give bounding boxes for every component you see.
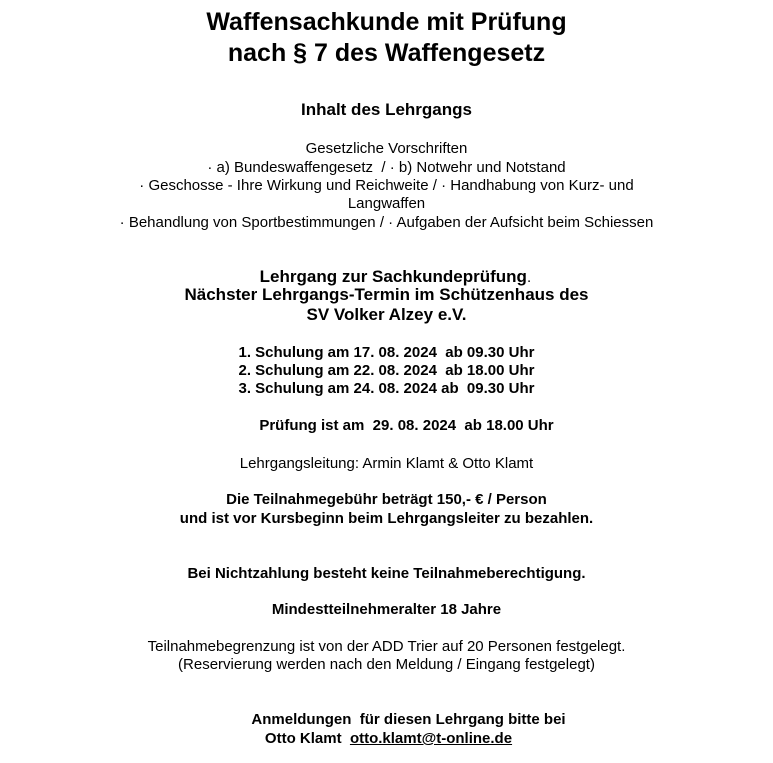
course-venue-line-1: Nächster Lehrgangs-Termin im Schützenhaus des [184,285,589,304]
fee-line-1: Die Teilnahmegebühr beträgt 150,- € / Person [226,491,547,508]
course-leaders: Lehrgangsleitung: Armin Klamt & Otto Klamt [239,455,534,472]
registration-line-1: Anmeldungen für diesen Lehrgang bitte bei [251,711,566,728]
limit-line-2: (Reservierung werden nach den Meldung / Eingang festgelegt) [178,656,595,673]
page-title-line-2: nach § 7 des Waffengesetz [227,39,546,67]
content-heading: Inhalt des Lehrgangs [301,100,472,119]
contact-name: Otto Klamt [264,730,342,747]
schedule-item: 1. Schulung am 17. 08. 2024 ab 09.30 Uhr [238,344,535,361]
course-heading: Lehrgang zur Sachkundeprüfung [259,267,527,286]
email-link[interactable]: otto.klamt@t-online.de [349,730,513,747]
nonpayment-notice: Bei Nichtzahlung besteht keine Teilnahmeberechtigung. [187,565,586,582]
content-item: · Behandlung von Sportbestimmungen / · Aufgaben der Aufsicht beim Schiessen [119,214,654,231]
fee-line-2: und ist vor Kursbeginn beim Lehrgangsleiter zu bezahlen. [179,510,594,527]
schedule-item: 3. Schulung am 24. 08. 2024 ab 09.30 Uhr [238,380,535,397]
minimum-age: Mindestteilnehmeralter 18 Jahre [271,601,502,618]
registration-contact [2,731,773,746]
course-heading-dot: . [526,269,532,286]
page-title-line-1: Waffensachkunde mit Prüfung [206,8,567,36]
content-intro: Gesetzliche Vorschriften [305,140,468,157]
content-item: · Geschosse - Ihre Wirkung und Reichweite / · Handhabung von Kurz- und [139,177,634,194]
exam-date: Prüfung ist am 29. 08. 2024 ab 18.00 Uhr [259,417,554,434]
content-item: Langwaffen [347,195,426,212]
content-item: · a) Bundeswaffengesetz / · b) Notwehr und Notstand [207,159,566,176]
course-venue-line-2: SV Volker Alzey e.V. [306,305,467,324]
limit-line-1: Teilnahmebegrenzung ist von der ADD Trier auf 20 Personen festgelegt. [147,638,626,655]
schedule-item: 2. Schulung am 22. 08. 2024 ab 18.00 Uhr [238,362,535,379]
